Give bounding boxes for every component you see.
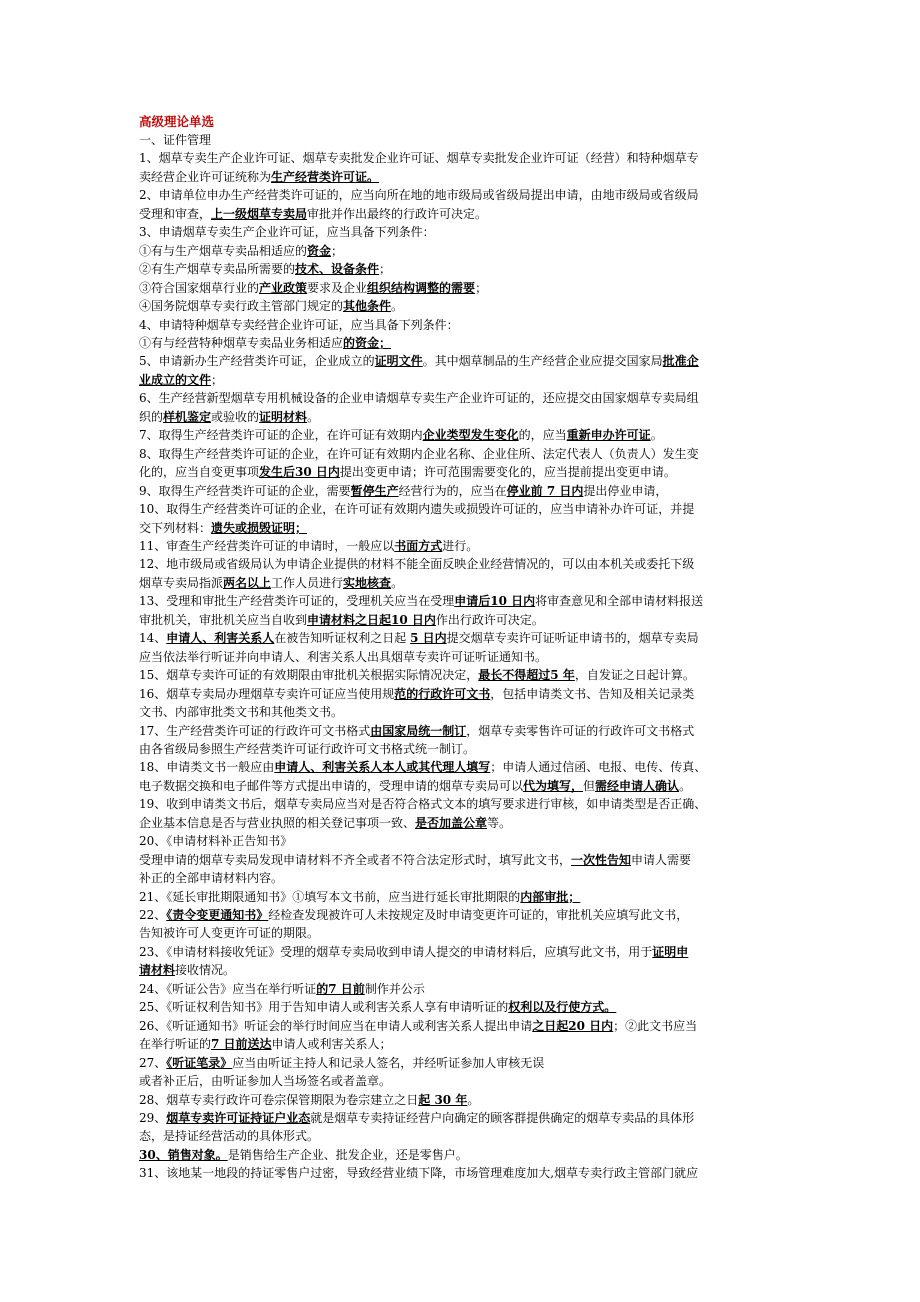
emphasized-text: 上一级烟草专卖局 [211,206,308,221]
text-line [139,592,784,610]
emphasized-text: 样机鉴定 [163,409,212,424]
emphasized-text: 的7 日前 [316,981,365,996]
text-line [139,482,784,500]
emphasized-text: 书面方式 [394,538,443,553]
text-segment: 在举行听证的 [139,1037,212,1052]
text-line [139,260,784,278]
text-segment: ，包括申请类文书、告知及相关记录类 [490,686,695,701]
text-line [139,426,784,444]
text-segment: 10、取得生产经营类许可证的企业，在许可证有效期内遗失或损毁许可证的，应当申请补办许可证，并提 [139,502,695,517]
emphasized-text: 最长不得超过5 年 [478,668,575,683]
text-segment: 补正的全部申请材料内容。 [139,871,284,886]
text-line [139,666,784,684]
text-line [139,316,784,334]
emphasized-text: 产业政策 [259,280,308,295]
text-line [139,924,784,942]
text-line [139,352,784,370]
emphasized-text: 请材料 [139,963,176,978]
text-line [139,703,784,721]
text-segment: 接收情况。 [175,963,236,978]
text-segment: 16、烟草专卖局办理烟草专卖许可证应当使用规 [139,686,395,701]
text-line [139,685,784,703]
text-segment: 18、申请类文书一般应由 [139,760,275,775]
text-segment: 14、 [139,631,167,646]
text-segment: 19、收到申请类文书后，烟草专卖局应当对是否符合格式文本的填写要求进行审核，如申请类型是否正确、 [139,797,707,812]
text-line [139,795,784,813]
text-line [139,186,784,204]
text-segment: 审批并作出最终的行政许可决定。 [307,206,488,221]
text-line [139,334,784,352]
emphasized-text: 批准企 [662,354,699,369]
text-segment: 。其中烟草制品的生产经营企业应提交国家局 [422,354,663,369]
text-line [139,814,784,832]
text-segment: ，烟草专卖零售许可证的行政许可文书格式 [466,723,695,738]
text-line [139,648,784,666]
emphasized-text: 申请材料之日起10 日内 [307,612,436,627]
emphasized-text: 技术、设备条件 [295,262,380,277]
text-segment: ； [379,262,392,277]
text-segment: 经营行为的，应当在 [398,483,507,498]
text-line [139,943,784,961]
text-line [139,1164,784,1182]
text-segment: 等。 [487,815,512,830]
document-title: 高级理论单选 [139,114,215,129]
text-segment: 告知被许可人变更许可证的期限。 [139,926,320,941]
emphasized-text: 资金 [307,243,332,258]
emphasized-text: 发生后30 日内 [259,465,340,480]
text-segment: 3、申请烟草专卖生产企业许可证，应当具备下列条件： [139,225,435,240]
text-segment: 23、《申请材料接收凭证》受理的烟草专卖局收到申请人提交的申请材料后，应填写此文书，用于 [139,944,653,959]
text-segment: ②有生产烟草专卖品所需要的 [139,262,296,277]
text-line [139,1017,784,1035]
text-segment: 在被告知听证权利之日起 [274,631,411,646]
text-segment: 化的，应当自变更事项 [139,465,260,480]
emphasized-text: 的资金； [343,335,392,350]
text-line [139,998,784,1016]
text-line [139,1127,784,1145]
section-heading: 一、证件管理 [139,133,212,147]
text-line [139,1072,784,1090]
text-segment: ；申请人通过信函、电报、电传、传真、 [490,760,707,775]
text-line [139,242,784,260]
emphasized-text: 《责令变更通知书》 [166,908,269,923]
text-line [139,574,784,592]
text-segment: 提交烟草专卖许可证听证申请书的，烟草专卖局 [446,631,699,646]
text-segment: 由各省级局参照生产经营类许可证行政许可文书格式统一制订。 [139,741,476,756]
text-segment: 应当依法举行听证并向申请人、利害关系人出具烟草专卖许可证听证通知书。 [139,649,548,664]
text-line [139,279,784,297]
text-segment: 26、《听证通知书》听证会的举行时间应当在申请人或利害关系人提出申请 [139,1018,533,1033]
text-segment: 电子数据交换和电子邮件等方式提出申请的，受理申请的烟草专卖局可以 [139,778,524,793]
text-segment: 2、申请单位申办生产经营类许可证的，应当向所在地的地市级局或省级局提出申请，由地市级局或省级局 [139,188,699,203]
text-segment: 进行。 [442,538,479,553]
text-segment: 31、该地某一地段的持证零售户过密，导致经营业绩下降，市场管理难度加大,烟草专卖行政主管部门就应 [139,1166,699,1181]
text-segment: 的，应当 [518,428,567,443]
text-line [139,629,784,647]
text-segment: 或者补正后，由听证参加人当场签名或者盖章。 [139,1074,392,1089]
text-segment: 受理申请的烟草专卖局发现申请材料不齐全或者不符合法定形式时，填写此文书， [139,852,572,867]
text-segment: 1、烟草专卖生产企业许可证、烟草专卖批发企业许可证、烟草专卖批发企业许可证（经营）和特种烟草专 [139,151,699,166]
text-line [139,519,784,537]
emphasized-text: 证明申 [652,944,689,959]
emphasized-text: 申请后10 日内 [454,594,536,609]
emphasized-text: 其他条件 [343,299,392,314]
text-segment: 15、烟草专卖许可证的有效期限由审批机关根据实际情况决定， [139,668,479,683]
text-segment: ①有与生产烟草专卖品相适应的 [139,243,308,258]
text-line [139,168,784,186]
text-segment: ； [211,372,224,387]
text-segment: ； [475,280,488,295]
emphasized-text: 《听证笔录》 [166,1055,233,1070]
text-segment: 22、 [139,908,167,923]
emphasized-text: 企业类型发生变化 [422,428,519,443]
text-segment: 卖经营企业许可证统称为 [139,169,272,184]
text-line [139,537,784,555]
text-segment: 9、取得生产经营类许可证的企业，需要 [139,483,351,498]
text-segment: 。 [391,299,404,314]
text-line [139,297,784,315]
emphasized-text: 证明文件 [374,354,423,369]
text-segment: 应当由听证主持人和记录人签名，并经听证参加人审核无误 [232,1055,545,1070]
text-segment: 21、《延长审批期限通知书》①填写本文书前，应当进行延长审批期限的 [139,889,521,904]
text-segment: 但 [583,778,596,793]
text-line [139,389,784,407]
text-segment: ③符合国家烟草行业的 [139,280,260,295]
text-segment: 提出变更申请；许可范围需要变化的，应当提前提出变更申请。 [339,465,676,480]
text-segment: 审批机关，审批机关应当自收到 [139,612,308,627]
text-line [139,611,784,629]
text-segment: 25、《听证权利告知书》用于告知申请人或利害关系人享有申请听证的 [139,1000,509,1015]
text-line [139,1035,784,1053]
text-segment: 。 [307,409,320,424]
emphasized-text: 暂停生产 [350,483,399,498]
text-line [139,832,784,850]
text-line [139,371,784,389]
emphasized-text: 组织结构调整的需要 [367,280,476,295]
text-segment: 受理和审查， [139,206,212,221]
emphasized-text: 生产经营类许可证。 [271,169,380,184]
text-line [139,223,784,241]
text-line [139,555,784,573]
text-line [139,205,784,223]
text-segment: 7、取得生产经营类许可证的企业，在许可证有效期内 [139,428,423,443]
text-segment: 交下列材料： [139,520,212,535]
emphasized-text: 需经申请人确认 [595,778,680,793]
document-page [139,113,784,1183]
emphasized-text: 30、销售对象。 [139,1147,228,1162]
emphasized-text: 烟草专卖许可证持证户业态 [166,1111,311,1126]
emphasized-text: 申请人、利害关系人本人或其代理人填写 [274,760,491,775]
text-line [139,869,784,887]
text-segment: 提出停业申请， [583,483,668,498]
text-segment: 。 [391,575,404,590]
text-segment: 烟草专卖局指派 [139,575,224,590]
text-segment: 织的 [139,409,164,424]
text-line [139,1091,784,1109]
text-segment: 作出行政许可决定。 [435,612,544,627]
text-segment: 是销售给生产企业、批发企业，还是零售户。 [227,1147,468,1162]
text-segment: 工作人员进行 [271,575,344,590]
text-segment: ④国务院烟草专卖行政主管部门规定的 [139,299,344,314]
text-line [139,500,784,518]
text-segment: 。 [467,1092,480,1107]
text-line [139,980,784,998]
text-line [139,1109,784,1127]
text-segment: 企业基本信息是否与营业执照的相关登记事项一致、 [139,815,416,830]
emphasized-text: 两名以上 [223,575,272,590]
text-line [139,1054,784,1072]
text-line [139,463,784,481]
text-segment: 6、生产经营新型烟草专用机械设备的企业申请烟草专卖生产企业许可证的，还应提交由国家烟草专卖局组 [139,391,699,406]
text-line [139,888,784,906]
text-segment: 申请人或利害关系人； [271,1037,392,1052]
text-segment: 17、生产经营类许可证的行政许可文书格式 [139,723,371,738]
text-segment: 。 [650,428,663,443]
text-line [139,961,784,979]
text-segment: ；②此文书应当 [613,1018,698,1033]
text-segment: 制作并公示 [364,981,425,996]
text-line [139,740,784,758]
text-segment: ； [331,243,344,258]
emphasized-text: 证明材料 [259,409,308,424]
emphasized-text: 7 日前送达 [211,1037,272,1052]
emphasized-text: 权利以及行使方式。 [508,1000,617,1015]
text-line [139,408,784,426]
text-segment: 经检查发现被许可人未按规定及时申请变更许可证的，审批机关应填写此文书， [268,908,689,923]
text-segment: 4、申请特种烟草专卖经营企业许可证，应当具备下列条件： [139,317,459,332]
text-segment: 要求及企业 [307,280,368,295]
emphasized-text: 申请人、利害关系人 [166,631,275,646]
emphasized-text: 遗失或损毁证明； [211,520,308,535]
emphasized-text: 一次性告知 [571,852,632,867]
text-segment: 态，是持证经营活动的具体形式。 [139,1129,320,1144]
emphasized-text: 业成立的文件 [139,372,212,387]
text-line [139,758,784,776]
text-segment: 12、地市级局或省级局认为申请企业提供的材料不能全面反映企业经营情况的，可以由本机关或委托下级 [139,557,695,572]
text-line [139,445,784,463]
text-segment: 20、《申请材料补正告知书》 [139,834,293,849]
text-segment: 文书、内部审批类文书和其他类文书。 [139,705,344,720]
text-segment: ，自发证之日起计算。 [574,668,695,683]
emphasized-text: 范的行政许可文书 [394,686,491,701]
emphasized-text: 是否加盖公章 [415,815,488,830]
text-segment: 11、审查生产经营类许可证的申请时，一般应以 [139,538,395,553]
text-segment: 27、 [139,1055,167,1070]
emphasized-text: 之日起20 日内 [532,1018,614,1033]
emphasized-text: 重新申办许可证 [566,428,651,443]
emphasized-text: 代为填写， [523,778,584,793]
text-line [139,1146,784,1164]
text-segment: 5、申请新办生产经营类许可证，企业成立的 [139,354,375,369]
text-line [139,149,784,167]
text-segment: ①有与经营特种烟草专卖品业务相适应 [139,335,344,350]
text-segment: 就是烟草专卖持证经营户向确定的顾客群提供确定的烟草专卖品的具体形 [310,1111,695,1126]
document-body [139,149,784,1182]
text-line [139,851,784,869]
emphasized-text: 实地核查 [343,575,392,590]
text-segment: 13、受理和审批生产经营类许可证的，受理机关应当在受理 [139,594,455,609]
text-segment: 8、取得生产经营类许可证的企业，在许可证有效期内企业名称、企业住所、法定代表人（负责人）发生变 [139,446,699,461]
text-segment: 28、烟草专卖行政许可卷宗保管期限为卷宗建立之日 [139,1092,419,1107]
text-line [139,906,784,924]
emphasized-text: 内部审批； [520,889,581,904]
emphasized-text: 由国家局统一制订 [370,723,467,738]
text-segment: 将审查意见和全部申请材料报送 [535,594,704,609]
text-segment: 29、 [139,1111,167,1126]
text-segment: 24、《听证公告》应当在举行听证 [139,981,317,996]
text-segment: 申请人需要 [631,852,692,867]
emphasized-text: 5 日内 [410,631,447,646]
text-segment: 。 [679,778,692,793]
text-line [139,777,784,795]
text-line [139,722,784,740]
emphasized-text: 停业前 7 日内 [506,483,584,498]
text-segment: 或验收的 [211,409,260,424]
emphasized-text: 起 30 年 [418,1092,468,1107]
